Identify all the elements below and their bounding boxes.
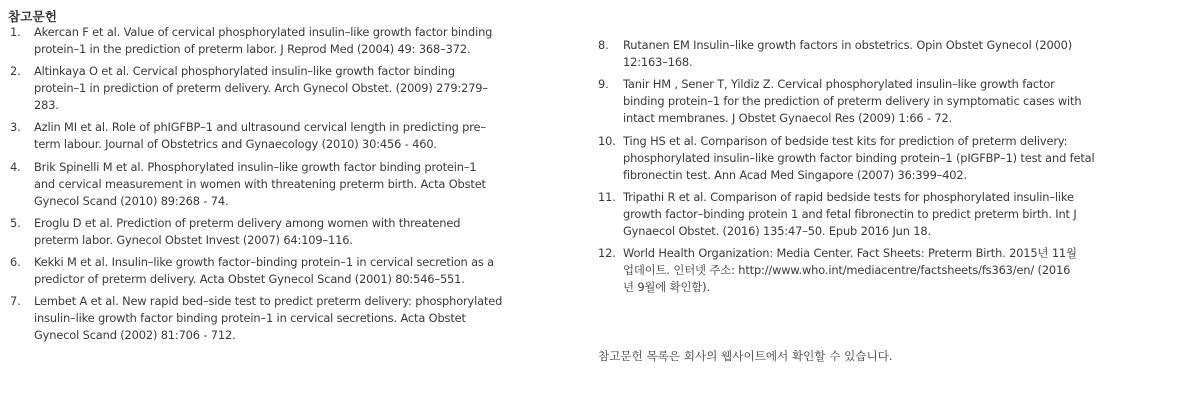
reference-number: 8. — [598, 38, 609, 52]
reference-number: 5. — [10, 216, 21, 230]
reference-number: 3. — [10, 120, 21, 134]
reference-line: Rutanen EM Insulin–like growth factors in obstetrics. Opin Obstet Gynecol (2000) — [623, 38, 1073, 52]
page-title: 참고문헌 — [8, 9, 58, 24]
reference-item — [10, 159, 486, 211]
reference-line: Gynecol Scand (2010) 89:268 - 74. — [34, 194, 229, 209]
reference-line: Akercan F et al. Value of cervical phosphorylated insulin–like growth factor binding — [34, 25, 493, 39]
reference-text — [598, 37, 1072, 71]
reference-number: 9. — [598, 77, 609, 91]
reference-text — [10, 215, 460, 249]
reference-line: binding protein–1 for the prediction of preterm delivery in symptomatic cases with — [623, 94, 1082, 109]
reference-item — [598, 133, 1095, 185]
reference-number: 11. — [598, 190, 616, 204]
reference-text — [598, 189, 1077, 241]
reference-line: protein–1 in prediction of preterm delivery. Arch Gynecol Obstet. (2009) 279:279– — [34, 81, 488, 96]
reference-text — [598, 76, 1081, 128]
reference-item — [10, 293, 502, 345]
reference-item — [10, 24, 492, 58]
reference-number: 4. — [10, 160, 21, 174]
reference-line: insulin–like growth factor binding protein–1 in cervical secretions. Acta Obstet — [34, 311, 466, 326]
reference-item — [10, 63, 488, 115]
reference-line: growth factor–binding protein 1 and fetal fibronectin to predict preterm birth. Int J — [623, 207, 1077, 222]
reference-line: Tanir HM , Sener T, Yildiz Z. Cervical phosphorylated insulin–like growth factor — [623, 77, 1055, 91]
reference-line: Altinkaya O et al. Cervical phosphorylated insulin–like growth factor binding — [34, 64, 455, 78]
footer-note: 참고문헌 목록은 회사의 웹사이트에서 확인할 수 있습니다. — [598, 349, 893, 363]
reference-text — [10, 24, 492, 58]
reference-line: 업데이트. 인터넷 주소: http://www.who.int/mediacentre/factsheets/fs363/en/ (2016 — [623, 263, 1071, 278]
reference-text — [10, 119, 486, 153]
reference-line: 12:163–168. — [623, 55, 693, 70]
reference-line: Eroglu D et al. Prediction of preterm delivery among women with threatened — [34, 216, 461, 230]
reference-line: 년 9월에 확인함). — [623, 280, 710, 295]
reference-line: World Health Organization: Media Center. Fact Sheets: Preterm Birth. 2015년 11월 — [623, 246, 1077, 260]
reference-number: 1. — [10, 25, 21, 39]
reference-text — [10, 293, 502, 345]
reference-text — [10, 63, 488, 115]
reference-line: and cervical measurement in women with threatening preterm birth. Acta Obstet — [34, 177, 486, 192]
reference-item — [10, 215, 460, 249]
reference-text — [598, 133, 1095, 185]
reference-line: Brik Spinelli M et al. Phosphorylated insulin–like growth factor binding protein–1 — [34, 160, 477, 174]
reference-item — [598, 245, 1077, 297]
reference-item — [598, 189, 1077, 241]
reference-line: Ting HS et al. Comparison of bedside test kits for prediction of preterm delivery: — [623, 134, 1068, 148]
reference-line: Gynaecol Obstet. (2016) 135:47–50. Epub 2016 Jun 18. — [623, 224, 931, 239]
reference-number: 6. — [10, 255, 21, 269]
reference-line: Kekki M et al. Insulin–like growth factor–binding protein–1 in cervical secretion as a — [34, 255, 494, 269]
reference-line: predictor of preterm delivery. Acta Obstet Gynecol Scand (2001) 80:546–551. — [34, 272, 465, 287]
reference-text — [10, 254, 494, 288]
reference-line: Tripathi R et al. Comparison of rapid bedside tests for phosphorylated insulin–like — [623, 190, 1074, 204]
reference-item — [598, 76, 1081, 128]
reference-number: 12. — [598, 246, 616, 260]
reference-line: protein–1 in the prediction of preterm labor. J Reprod Med (2004) 49: 368–372. — [34, 42, 471, 57]
reference-line: 283. — [34, 98, 59, 113]
reference-line: Gynecol Scand (2002) 81:706 - 712. — [34, 328, 236, 343]
reference-line: preterm labor. Gynecol Obstet Invest (2007) 64:109–116. — [34, 233, 353, 248]
reference-text — [10, 159, 486, 211]
reference-line: Azlin MI et al. Role of phIGFBP–1 and ultrasound cervical length in predicting pre– — [34, 120, 486, 134]
reference-number: 10. — [598, 134, 616, 148]
reference-item — [10, 119, 486, 153]
reference-number: 2. — [10, 64, 21, 78]
reference-item — [598, 37, 1072, 71]
reference-item — [10, 254, 494, 288]
reference-line: intact membranes. J Obstet Gynaecol Res (2009) 1:66 - 72. — [623, 111, 953, 126]
reference-line: phosphorylated insulin–like growth factor binding protein–1 (pIGFBP–1) test and fetal — [623, 151, 1095, 166]
reference-number: 7. — [10, 294, 21, 308]
reference-line: term labour. Journal of Obstetrics and Gynaecology (2010) 30:456 - 460. — [34, 137, 437, 152]
reference-line: fibronectin test. Ann Acad Med Singapore (2007) 36:399–402. — [623, 168, 967, 183]
reference-line: Lembet A et al. New rapid bed–side test to predict preterm delivery: phosphorylated — [34, 294, 503, 308]
reference-text — [598, 245, 1077, 297]
